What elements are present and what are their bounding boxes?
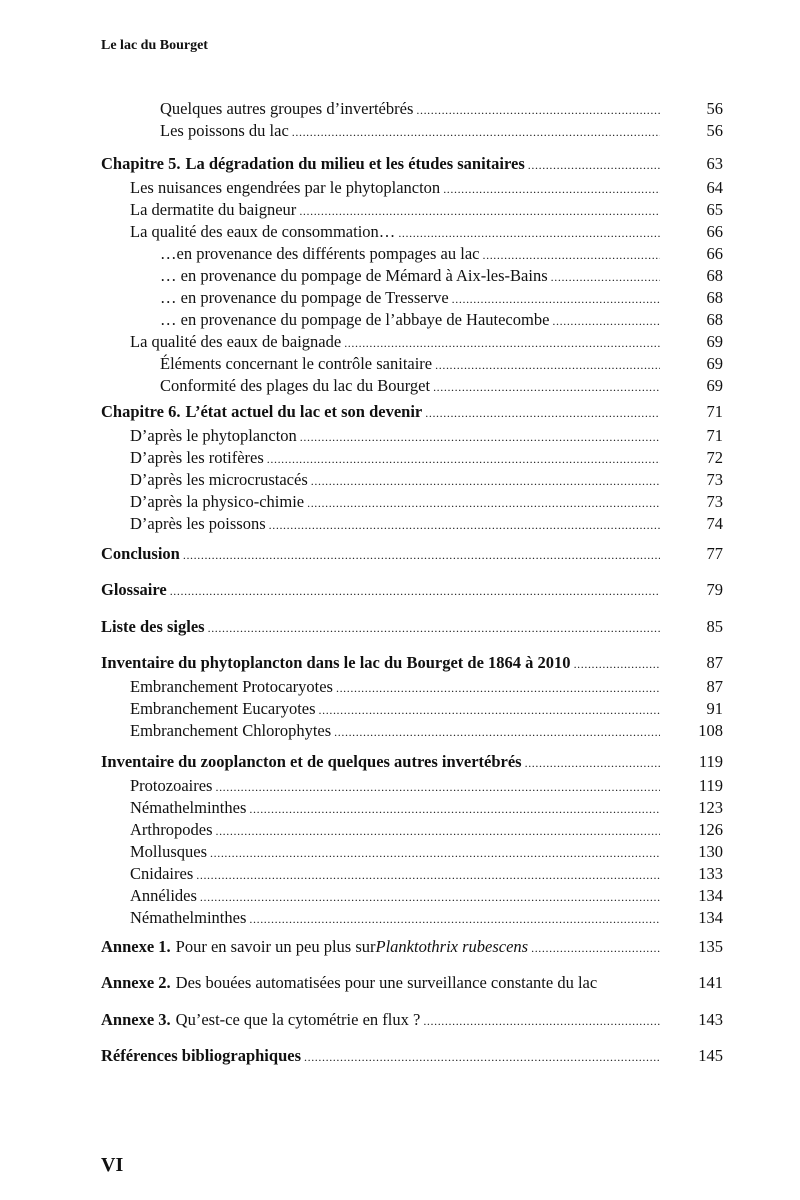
toc-entry-page: 68 bbox=[706, 266, 723, 285]
toc-entry[interactable] bbox=[130, 469, 723, 491]
toc-entry-page: 73 bbox=[706, 470, 723, 489]
toc-entry[interactable] bbox=[130, 221, 723, 243]
toc-entry-title: Liste des sigles bbox=[101, 617, 205, 636]
dot-leader bbox=[525, 752, 660, 774]
dot-leader bbox=[307, 492, 660, 514]
toc-entry[interactable] bbox=[101, 543, 723, 565]
toc-entry[interactable] bbox=[130, 513, 723, 535]
toc-entry-title: … en provenance du pompage de Mémard à Aix-les-Bains bbox=[160, 266, 548, 285]
dot-leader bbox=[215, 776, 660, 798]
dot-leader bbox=[249, 798, 660, 820]
dot-leader bbox=[196, 864, 660, 886]
dot-leader bbox=[344, 332, 660, 354]
dot-leader bbox=[249, 908, 660, 930]
toc-entry-label: Chapitre 6. bbox=[101, 402, 181, 421]
dot-leader bbox=[443, 178, 660, 200]
toc-entry[interactable] bbox=[130, 491, 723, 513]
toc-entry[interactable] bbox=[101, 972, 723, 994]
toc-entry-page: 74 bbox=[706, 514, 723, 533]
dot-leader bbox=[433, 376, 660, 398]
toc-entry-title: … en provenance du pompage de Tresserve bbox=[160, 288, 449, 307]
toc-entry[interactable] bbox=[130, 447, 723, 469]
toc-entry[interactable] bbox=[160, 98, 723, 120]
toc-entry-page: 71 bbox=[706, 402, 723, 421]
toc-entry[interactable] bbox=[160, 375, 723, 397]
toc-entry-page: 71 bbox=[706, 426, 723, 445]
toc-entry-label: Annexe 2. bbox=[101, 973, 171, 992]
toc-entry[interactable] bbox=[130, 797, 723, 819]
toc-entry-title: Inventaire du phytoplancton dans le lac du Bourget de 1864 à 2010 bbox=[101, 653, 571, 672]
dot-leader bbox=[292, 121, 660, 143]
toc-entry-page: 72 bbox=[706, 448, 723, 467]
toc-entry-page: 126 bbox=[698, 820, 723, 839]
dot-leader bbox=[183, 544, 660, 566]
page-number: VI bbox=[101, 1154, 124, 1176]
toc-entry-title: Némathelminthes bbox=[130, 908, 247, 927]
running-head: Le lac du Bourget bbox=[101, 38, 208, 53]
toc-entry-page: 130 bbox=[698, 842, 723, 861]
toc-entry-page: 134 bbox=[698, 886, 723, 905]
toc-entry-title: D’après les microcrustacés bbox=[130, 470, 308, 489]
toc-entry-page: 77 bbox=[706, 544, 723, 563]
toc-entry-page: 87 bbox=[706, 677, 723, 696]
toc-entry-page: 65 bbox=[706, 200, 723, 219]
dot-leader bbox=[215, 820, 660, 842]
toc-entry[interactable] bbox=[160, 287, 723, 309]
dot-leader bbox=[551, 266, 660, 288]
toc-entry-page: 64 bbox=[706, 178, 723, 197]
dot-leader bbox=[528, 154, 660, 176]
dot-leader bbox=[319, 699, 660, 721]
toc-entry-page: 119 bbox=[698, 776, 723, 795]
toc-entry-page: 143 bbox=[698, 1010, 723, 1029]
dot-leader bbox=[531, 937, 660, 959]
toc-entry-title: D’après les rotifères bbox=[130, 448, 264, 467]
toc-entry-page: 133 bbox=[698, 864, 723, 883]
toc-entry-label: Annexe 3. bbox=[101, 1010, 171, 1029]
toc-entry-page: 68 bbox=[706, 288, 723, 307]
toc-entry-page: 69 bbox=[706, 354, 723, 373]
dot-leader bbox=[336, 677, 660, 699]
toc-entry[interactable] bbox=[101, 153, 723, 175]
toc-entry-page: 135 bbox=[698, 937, 723, 956]
toc-entry[interactable] bbox=[130, 720, 723, 742]
toc-entry-title: …en provenance des différents pompages au lac bbox=[160, 244, 480, 263]
toc-entry-title: Les nuisances engendrées par le phytoplancton bbox=[130, 178, 441, 197]
toc-entry[interactable] bbox=[101, 1009, 723, 1031]
toc-entry-page: 91 bbox=[706, 699, 723, 718]
toc-entry-title: Qu’est-ce que la cytométrie en flux ? bbox=[175, 1010, 421, 1029]
dot-leader bbox=[423, 1010, 660, 1032]
toc-entry-title: Quelques autres groupes d’invertébrés bbox=[160, 99, 414, 118]
toc-entry-page: 134 bbox=[698, 908, 723, 927]
toc-entry-label: Annexe 1. bbox=[101, 937, 171, 956]
toc-entry[interactable] bbox=[130, 698, 723, 720]
toc-entry-title: Annélides bbox=[130, 886, 197, 905]
toc-entry[interactable] bbox=[130, 425, 723, 447]
toc-entry-page: 87 bbox=[706, 653, 723, 672]
dot-leader bbox=[483, 244, 661, 266]
toc-entry-page: 85 bbox=[706, 617, 723, 636]
dot-leader bbox=[210, 842, 660, 864]
toc-entry-title: Glossaire bbox=[101, 580, 167, 599]
toc-entry-title: La qualité des eaux de consommation… bbox=[130, 222, 396, 241]
dot-leader bbox=[416, 99, 660, 121]
toc-entry[interactable] bbox=[130, 177, 723, 199]
toc-entry[interactable] bbox=[130, 676, 723, 698]
toc-entry[interactable] bbox=[101, 616, 723, 638]
dot-leader bbox=[398, 222, 660, 244]
dot-leader bbox=[267, 448, 660, 470]
toc-entry-title: D’après la physico-chimie bbox=[130, 492, 305, 511]
toc-entry[interactable] bbox=[101, 751, 723, 773]
toc-entry[interactable] bbox=[160, 309, 723, 331]
toc-entry-title: Embranchement Eucaryotes bbox=[130, 699, 316, 718]
toc-entry-title: Arthropodes bbox=[130, 820, 213, 839]
toc-entry-page: 69 bbox=[706, 332, 723, 351]
toc-entry-title: Némathelminthes bbox=[130, 798, 247, 817]
toc-entry-title: Éléments concernant le contrôle sanitaire bbox=[160, 354, 433, 373]
toc-entry-title: Cnidaires bbox=[130, 864, 194, 883]
toc-entry-page: 69 bbox=[706, 376, 723, 395]
toc-entry-page: 79 bbox=[706, 580, 723, 599]
toc-entry-page: 66 bbox=[706, 222, 723, 241]
toc-entry[interactable] bbox=[101, 579, 723, 601]
toc-entry-title: Mollusques bbox=[130, 842, 208, 861]
dot-leader bbox=[552, 310, 660, 332]
toc-entry[interactable] bbox=[130, 907, 723, 929]
toc-entry-title: Conclusion bbox=[101, 544, 180, 563]
toc-entry[interactable] bbox=[101, 401, 723, 423]
toc-entry-title: Protozoaires bbox=[130, 776, 213, 795]
toc-entry-title: La dégradation du milieu et les études sanitaires bbox=[185, 154, 525, 173]
toc-entry[interactable] bbox=[130, 819, 723, 841]
toc-entry-page: 66 bbox=[706, 244, 723, 263]
toc-entry-page: 63 bbox=[706, 154, 723, 173]
toc-entry[interactable] bbox=[130, 841, 723, 863]
dot-leader bbox=[334, 721, 660, 743]
toc-entry-title: Pour en savoir un peu plus sur bbox=[175, 937, 376, 956]
toc-entry-title: Embranchement Protocaryotes bbox=[130, 677, 333, 696]
toc-entry-title: Inventaire du zooplancton et de quelques autres invertébrés bbox=[101, 752, 522, 771]
dot-leader bbox=[311, 470, 660, 492]
toc-entry-page: 119 bbox=[698, 752, 723, 771]
toc-entry-page: 56 bbox=[706, 121, 723, 140]
toc-entry-title: La qualité des eaux de baignade bbox=[130, 332, 342, 351]
toc-entry-label: Chapitre 5. bbox=[101, 154, 181, 173]
toc-entry-title: Des bouées automatisées pour une surveillance constante du lac bbox=[175, 973, 598, 992]
toc-entry[interactable] bbox=[130, 863, 723, 885]
toc-entry-page: 145 bbox=[698, 1046, 723, 1065]
dot-leader bbox=[170, 580, 660, 602]
toc-entry[interactable] bbox=[130, 331, 723, 353]
toc-entry[interactable] bbox=[130, 885, 723, 907]
dot-leader bbox=[300, 426, 660, 448]
dot-leader bbox=[269, 514, 660, 536]
toc-entry-page: 108 bbox=[698, 721, 723, 740]
toc-entry[interactable] bbox=[130, 775, 723, 797]
dot-leader bbox=[200, 886, 660, 908]
toc-entry-title: … en provenance du pompage de l’abbaye de Hautecombe bbox=[160, 310, 550, 329]
toc-entry-title: La dermatite du baigneur bbox=[130, 200, 297, 219]
dot-leader bbox=[304, 1046, 660, 1068]
toc-entry-title: D’après le phytoplancton bbox=[130, 426, 297, 445]
dot-leader bbox=[574, 653, 660, 675]
toc-entry[interactable] bbox=[160, 265, 723, 287]
dot-leader bbox=[452, 288, 660, 310]
toc-entry-title: D’après les poissons bbox=[130, 514, 266, 533]
dot-leader bbox=[435, 354, 660, 376]
toc-entry-title: Références bibliographiques bbox=[101, 1046, 301, 1065]
toc-entry-page: 123 bbox=[698, 798, 723, 817]
dot-leader bbox=[425, 402, 660, 424]
toc-entry-title: Conformité des plages du lac du Bourget bbox=[160, 376, 431, 395]
toc-entry-page: 73 bbox=[706, 492, 723, 511]
toc-entry[interactable] bbox=[160, 353, 723, 375]
toc-entry[interactable] bbox=[101, 1045, 723, 1067]
toc-entry-page: 56 bbox=[706, 99, 723, 118]
toc-entry-title: Les poissons du lac bbox=[160, 121, 289, 140]
toc-entry-title: L’état actuel du lac et son devenir bbox=[185, 402, 423, 421]
toc-entry[interactable] bbox=[101, 652, 723, 674]
toc-entry[interactable] bbox=[101, 936, 723, 958]
toc-entry-page: 68 bbox=[706, 310, 723, 329]
toc-entry[interactable] bbox=[130, 199, 723, 221]
toc-entry-title-italic: Planktothrix rubescens bbox=[375, 937, 529, 956]
toc-entry-title: Embranchement Chlorophytes bbox=[130, 721, 332, 740]
toc-entry-page: 141 bbox=[698, 973, 723, 992]
dot-leader bbox=[208, 617, 660, 639]
dot-leader bbox=[299, 200, 660, 222]
toc-entry[interactable] bbox=[160, 120, 723, 142]
toc-entry[interactable] bbox=[160, 243, 723, 265]
